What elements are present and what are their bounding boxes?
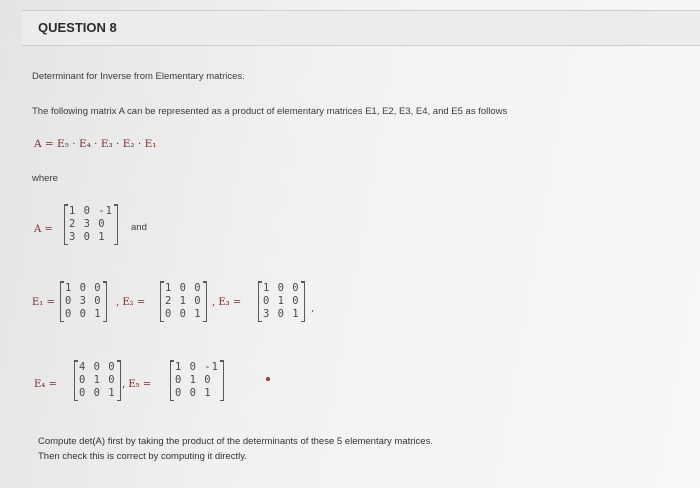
- question-title: QUESTION 8: [38, 20, 117, 35]
- matrix-row: 0 1 0: [79, 374, 116, 386]
- marker-dot: [266, 377, 270, 381]
- matrix-row: 3 0 1: [263, 308, 300, 320]
- matrix-row: 0 0 1: [165, 308, 202, 320]
- matrix-row: 0 0 1: [175, 387, 212, 399]
- matrix-row: 1 0 0: [65, 282, 102, 294]
- matrix-e3: [258, 281, 305, 322]
- matrix-e1: [60, 281, 107, 322]
- matrix-row: 2 3 0: [69, 218, 106, 230]
- matrix-row: 3 0 1: [69, 231, 106, 243]
- matrix-row: 1 0 0: [165, 282, 202, 294]
- question-heading: Determinant for Inverse from Elementary matrices.: [32, 71, 245, 82]
- matrix-e4-label: E₄ =: [34, 379, 57, 390]
- matrix-e5: [170, 360, 224, 401]
- matrix-e2-label: , E₂ =: [116, 297, 146, 308]
- matrix-e4: [74, 360, 121, 401]
- question-header: [22, 10, 700, 46]
- matrix-row: 1 0 -1: [69, 205, 113, 217]
- and-label: and: [131, 222, 147, 233]
- separator-comma: ,: [311, 303, 315, 314]
- matrix-e5-label: , E₅ =: [122, 379, 152, 390]
- matrix-row: 4 0 0: [79, 361, 116, 373]
- matrix-row: 0 1 0: [175, 374, 212, 386]
- matrix-row: 2 1 0: [165, 295, 202, 307]
- matrix-row: 0 0 1: [65, 308, 102, 320]
- matrix-e3-label: , E₃ =: [212, 297, 242, 308]
- instruction-line-1: Compute det(A) first by taking the product of the determinants of these 5 elementary matrices.: [38, 436, 433, 447]
- matrix-a: [64, 204, 118, 245]
- matrix-row: 0 3 0: [65, 295, 102, 307]
- matrix-a-label: A =: [34, 224, 53, 235]
- matrix-row: 0 1 0: [263, 295, 300, 307]
- instruction-line-2: Then check this is correct by computing it directly.: [38, 451, 247, 462]
- intro-text: The following matrix A can be represented as a product of elementary matrices E1, E2, E3, E4, and E5 as follows: [32, 106, 508, 117]
- matrix-e2: [160, 281, 207, 322]
- where-label: where: [32, 173, 58, 184]
- matrix-e1-label: E₁ =: [32, 297, 55, 308]
- matrix-row: 0 0 1: [79, 387, 116, 399]
- matrix-row: 1 0 0: [263, 282, 300, 294]
- matrix-row: 1 0 -1: [175, 361, 219, 373]
- product-formula: A = E₅ · E₄ · E₃ · E₂ · E₁: [34, 138, 157, 150]
